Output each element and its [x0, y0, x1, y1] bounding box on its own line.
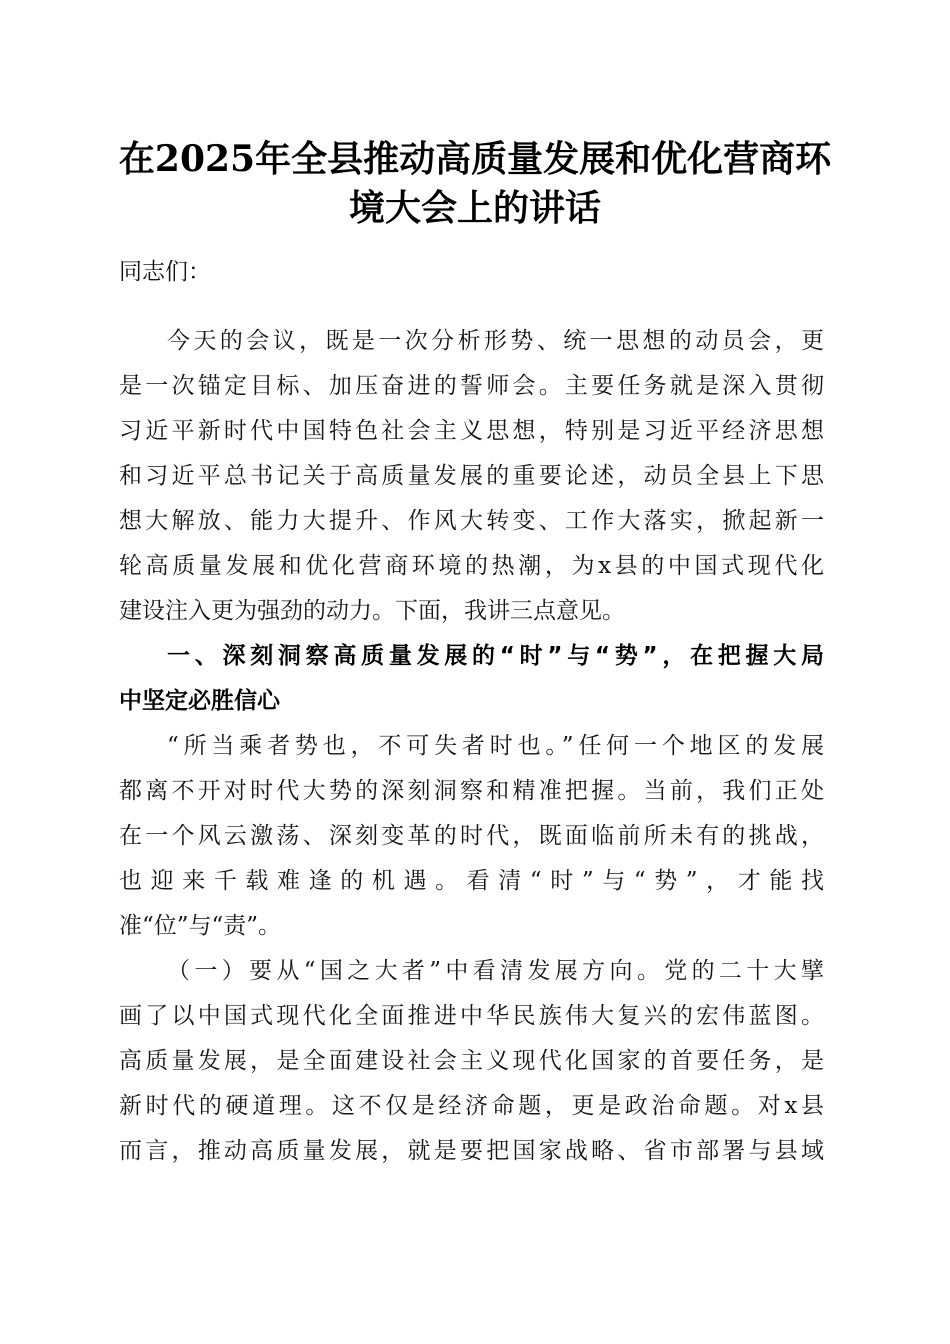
section-paragraph-line: 在一个风云激荡、深刻变革的时代，既面临前所未有的挑战，	[119, 823, 824, 849]
section-heading-line: 中坚定必胜信心	[119, 688, 280, 714]
document-title-line-2: 境大会上的讲话	[348, 187, 601, 229]
intro-line: 今天的会议，既是一次分析形势、统一思想的动员会，更	[167, 328, 824, 354]
intro-line: 建设注入更为强劲的动力。下面，我讲三点意见。	[119, 598, 625, 624]
section-paragraph-line: 都离不开对时代大势的深刻洞察和精准把握。当前，我们正处	[119, 778, 824, 804]
section-paragraph-line: “所当乘者势也，不可失者时也。”任何一个地区的发展	[167, 733, 824, 759]
document-title-line-1: 在2025年全县推动高质量发展和优化营商环	[118, 138, 832, 180]
subsection-line: （一）要从“国之大者”中看清发展方向。党的二十大擘	[167, 958, 824, 984]
intro-line: 想大解放、能力大提升、作风大转变、工作大落实，掀起新一	[119, 508, 824, 534]
intro-line: 是一次锚定目标、加压奋进的誓师会。主要任务就是深入贯彻	[119, 373, 824, 399]
intro-line: 和习近平总书记关于高质量发展的重要论述，动员全县上下思	[119, 463, 824, 489]
section-paragraph-line: 准“位”与“责”。	[119, 913, 282, 939]
intro-line: 轮高质量发展和优化营商环境的热潮，为x县的中国式现代化	[119, 553, 824, 579]
subsection-line: 新时代的硬道理。这不仅是经济命题，更是政治命题。对x县	[119, 1093, 824, 1119]
salutation: 同志们：	[119, 259, 211, 285]
subsection-line: 而言，推动高质量发展，就是要把国家战略、省市部署与县域	[119, 1138, 824, 1164]
intro-line: 习近平新时代中国特色社会主义思想，特别是习近平经济思想	[119, 418, 824, 444]
section-paragraph-line: 也迎来千载难逢的机遇。看清“时”与“势”，才能找	[119, 868, 824, 894]
subsection-line: 高质量发展，是全面建设社会主义现代化国家的首要任务，是	[119, 1048, 824, 1074]
section-heading-line: 一、深刻洞察高质量发展的“时”与“势”，在把握大局	[167, 643, 824, 669]
subsection-line: 画了以中国式现代化全面推进中华民族伟大复兴的宏伟蓝图。	[119, 1003, 824, 1029]
